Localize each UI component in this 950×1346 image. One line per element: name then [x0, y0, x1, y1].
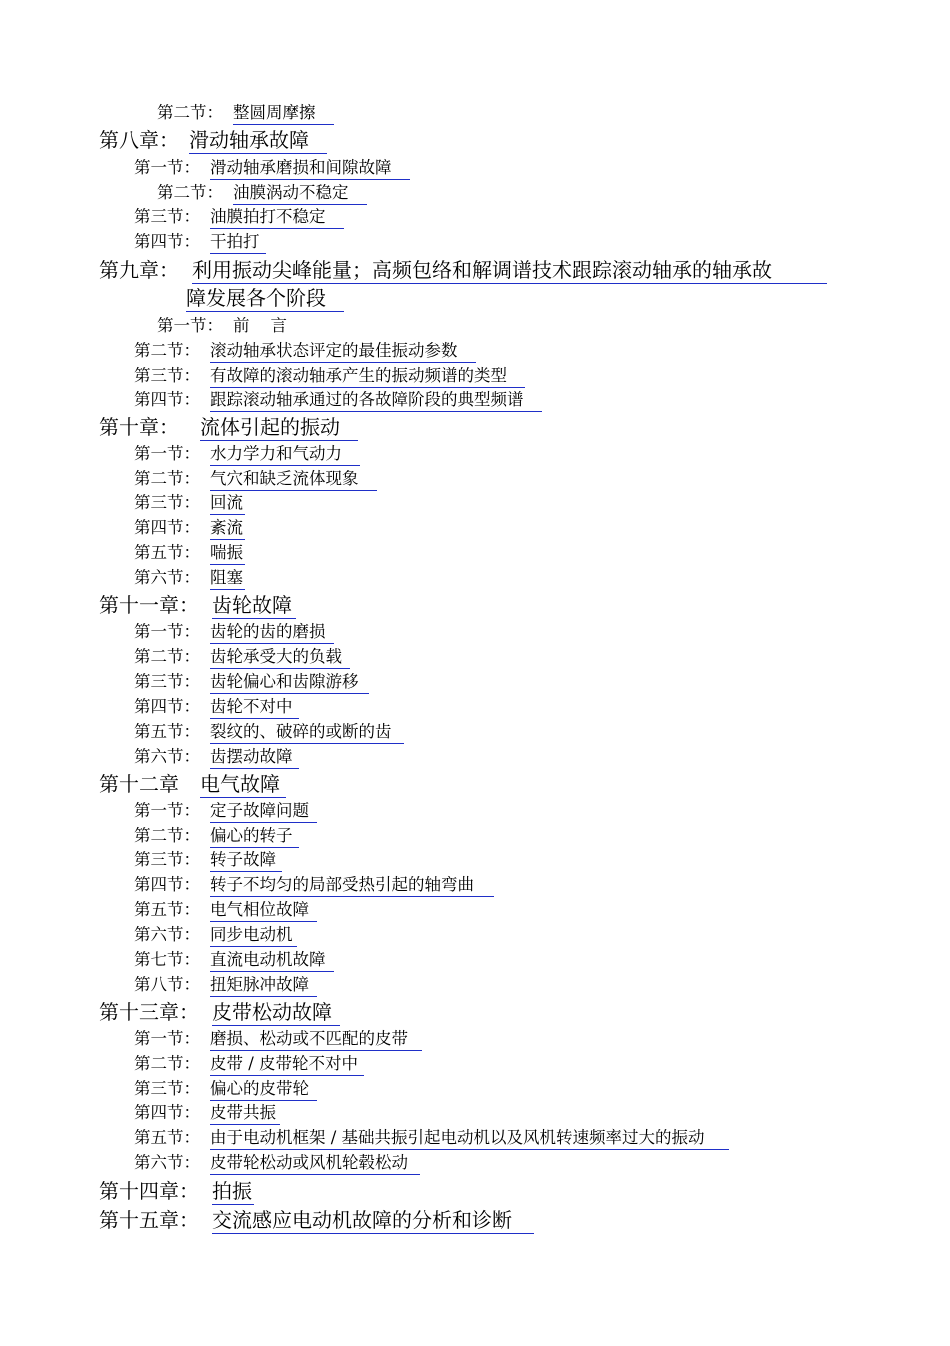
chapter-title-link[interactable]: 拍振 — [212, 1179, 252, 1203]
chapter-number: 第十章： — [99, 415, 179, 439]
section-title-link[interactable]: 回流 — [210, 492, 245, 515]
toc-section-entry[interactable] — [134, 365, 525, 388]
section-number: 第一节： — [134, 158, 200, 177]
toc-section-entry[interactable] — [134, 949, 334, 972]
toc-chapter-entry[interactable] — [99, 127, 327, 154]
section-number: 第二节： — [134, 469, 200, 488]
toc-section-entry[interactable] — [134, 1102, 280, 1125]
section-number: 第五节： — [134, 1128, 200, 1147]
section-title-link[interactable]: 气穴和缺乏流体现象 — [210, 468, 377, 491]
toc-chapter-entry[interactable] — [99, 592, 296, 619]
toc-section-entry[interactable] — [134, 443, 360, 466]
toc-chapter-entry[interactable] — [99, 414, 358, 441]
section-number: 第四节： — [134, 875, 200, 894]
section-title-link[interactable]: 水力学力和气动力 — [210, 443, 360, 466]
toc-section-entry[interactable] — [134, 899, 317, 922]
toc-section-entry[interactable] — [134, 646, 350, 669]
toc-section-entry[interactable] — [157, 102, 334, 125]
section-number: 第二节： — [134, 341, 200, 360]
section-title-link[interactable]: 直流电动机故障 — [210, 949, 334, 972]
section-number: 第二节： — [134, 826, 200, 845]
toc-section-entry[interactable] — [134, 157, 410, 180]
chapter-number: 第九章： — [99, 258, 179, 282]
toc-chapter-entry[interactable] — [99, 1207, 534, 1234]
toc-section-entry[interactable] — [134, 671, 369, 694]
section-number: 第六节： — [134, 1153, 200, 1172]
section-number: 第六节： — [134, 568, 200, 587]
section-title-link[interactable]: 磨损、松动或不匹配的皮带 — [210, 1028, 422, 1051]
section-title-link[interactable]: 转子故障 — [210, 849, 282, 872]
section-title-link[interactable]: 同步电动机 — [210, 924, 297, 947]
toc-chapter-entry[interactable] — [99, 771, 286, 798]
chapter-title-link[interactable]: 滑动轴承故障 — [189, 127, 327, 154]
section-title-link[interactable]: 皮带 / 皮带轮不对中 — [210, 1053, 364, 1076]
section-number: 第三节： — [134, 1079, 200, 1098]
toc-section-entry[interactable] — [134, 231, 266, 254]
section-number: 第二节： — [134, 647, 200, 666]
section-number: 第一节： — [134, 801, 200, 820]
toc-section-entry[interactable] — [134, 974, 317, 997]
section-title-link[interactable]: 扭矩脉冲故障 — [210, 974, 317, 997]
section-title-link[interactable]: 齿轮的齿的磨损 — [210, 621, 334, 644]
section-number: 第四节： — [134, 390, 200, 409]
toc-section-entry[interactable] — [134, 542, 245, 565]
section-title-link[interactable]: 偏心的皮带轮 — [210, 1078, 317, 1101]
section-title-link[interactable]: 皮带共振 — [210, 1102, 280, 1125]
toc-chapter-entry-continued[interactable] — [186, 285, 344, 312]
toc-section-entry[interactable] — [157, 182, 367, 205]
toc-section-entry[interactable] — [134, 825, 299, 848]
chapter-number: 第十二章 — [99, 772, 179, 796]
section-title-link[interactable]: 紊流 — [210, 517, 245, 540]
chapter-title-link[interactable]: 流体引起的振动 — [200, 414, 358, 441]
section-title-link[interactable]: 阻塞 — [210, 567, 245, 590]
section-title-link[interactable]: 定子故障问题 — [210, 800, 317, 823]
toc-section-entry[interactable] — [134, 567, 245, 590]
section-title-link[interactable]: 油膜拍打不稳定 — [210, 206, 344, 229]
section-title-link[interactable]: 齿轮不对中 — [210, 696, 299, 719]
section-title-link[interactable]: 由于电动机框架 / 基础共振引起电动机以及风机转速频率过大的振动 — [210, 1127, 729, 1150]
section-number: 第六节： — [134, 925, 200, 944]
toc-section-entry[interactable] — [134, 517, 245, 540]
chapter-number: 第十四章： — [99, 1179, 199, 1203]
section-title-link[interactable]: 有故障的滚动轴承产生的振动频谱的类型 — [210, 365, 525, 388]
section-number: 第五节： — [134, 722, 200, 741]
section-title-link[interactable]: 跟踪滚动轴承通过的各故障阶段的典型频谱 — [210, 389, 542, 412]
toc-chapter-entry[interactable] — [99, 257, 827, 284]
section-title-link[interactable]: 滑动轴承磨损和间隙故障 — [210, 157, 410, 180]
section-number: 第一节： — [157, 316, 223, 335]
section-title-link[interactable]: 齿摆动故障 — [210, 746, 299, 769]
toc-section-entry[interactable] — [157, 315, 305, 337]
section-title-link[interactable]: 转子不均匀的局部受热引起的轴弯曲 — [210, 874, 494, 897]
section-title-link[interactable]: 齿轮偏心和齿隙游移 — [210, 671, 369, 694]
chapter-number: 第十五章： — [99, 1208, 199, 1232]
section-number: 第四节： — [134, 518, 200, 537]
toc-chapter-entry[interactable] — [99, 1178, 254, 1205]
section-number: 第二节： — [157, 183, 223, 202]
toc-section-entry[interactable] — [134, 1152, 420, 1175]
section-number: 第三节： — [134, 207, 200, 226]
chapter-title-link[interactable]: 利用振动尖峰能量；高频包络和解调谱技术跟踪滚动轴承的轴承故 — [192, 257, 827, 284]
toc-section-entry[interactable] — [134, 696, 299, 719]
section-title-link[interactable]: 裂纹的、破碎的或断的齿 — [210, 721, 404, 744]
toc-section-entry[interactable] — [134, 800, 317, 823]
toc-section-entry[interactable] — [134, 924, 297, 947]
section-number: 第八节： — [134, 975, 200, 994]
section-number: 第三节： — [134, 850, 200, 869]
toc-section-entry[interactable] — [134, 1028, 422, 1051]
section-number: 第四节： — [134, 697, 200, 716]
section-number: 第二节： — [134, 1054, 200, 1073]
section-number: 第四节： — [134, 232, 200, 251]
toc-section-entry[interactable] — [134, 874, 494, 897]
toc-section-entry[interactable] — [134, 468, 377, 491]
toc-section-entry[interactable] — [134, 849, 282, 872]
toc-section-entry[interactable] — [134, 746, 299, 769]
toc-chapter-entry[interactable] — [99, 999, 340, 1026]
section-number: 第三节： — [134, 366, 200, 385]
toc-section-entry[interactable] — [134, 1127, 729, 1150]
section-number: 第一节： — [134, 1029, 200, 1048]
toc-section-entry[interactable] — [134, 621, 334, 644]
section-title-link[interactable]: 干拍打 — [210, 231, 266, 254]
section-title-link[interactable]: 滚动轴承状态评定的最佳振动参数 — [210, 340, 476, 363]
section-number: 第七节： — [134, 950, 200, 969]
chapter-number: 第十三章： — [99, 1000, 199, 1024]
section-title-link[interactable]: 前 言 — [233, 316, 287, 335]
chapter-title-link[interactable]: 障发展各个阶段 — [186, 285, 344, 312]
chapter-title-link[interactable]: 交流感应电动机故障的分析和诊断 — [212, 1207, 534, 1234]
section-number: 第三节： — [134, 672, 200, 691]
section-title-link[interactable]: 偏心的转子 — [210, 825, 299, 848]
toc-section-entry[interactable] — [134, 206, 344, 229]
section-title-link[interactable]: 齿轮承受大的负载 — [210, 646, 350, 669]
section-number: 第三节： — [134, 493, 200, 512]
toc-section-entry[interactable] — [134, 340, 476, 363]
section-number: 第五节： — [134, 543, 200, 562]
chapter-number: 第十一章： — [99, 593, 199, 617]
toc-section-entry[interactable] — [134, 492, 245, 515]
section-title-link[interactable]: 皮带轮松动或风机轮毂松动 — [210, 1152, 420, 1175]
section-number: 第四节： — [134, 1103, 200, 1122]
toc-section-entry[interactable] — [134, 1053, 364, 1076]
section-title-link[interactable]: 整圆周摩擦 — [233, 102, 334, 125]
toc-section-entry[interactable] — [134, 1078, 317, 1101]
toc-section-entry[interactable] — [134, 389, 542, 412]
chapter-title-link[interactable]: 电气故障 — [200, 771, 286, 798]
chapter-number: 第八章： — [99, 128, 179, 152]
section-title-link[interactable]: 电气相位故障 — [210, 899, 317, 922]
chapter-title-link[interactable]: 齿轮故障 — [212, 592, 296, 619]
section-number: 第一节： — [134, 444, 200, 463]
chapter-title-link[interactable]: 皮带松动故障 — [212, 999, 340, 1026]
section-number: 第六节： — [134, 747, 200, 766]
section-number: 第五节： — [134, 900, 200, 919]
toc-section-entry[interactable] — [134, 721, 404, 744]
section-number: 第一节： — [134, 622, 200, 641]
section-title-link[interactable]: 油膜涡动不稳定 — [233, 182, 367, 205]
section-number: 第二节： — [157, 103, 223, 122]
section-title-link[interactable]: 喘振 — [210, 542, 245, 565]
